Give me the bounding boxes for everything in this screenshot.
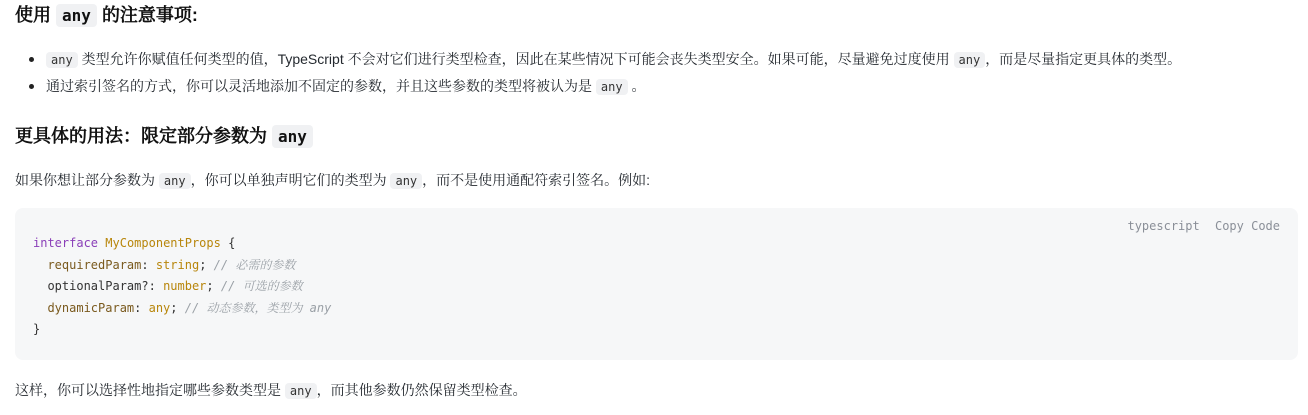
bullet-dot	[29, 57, 34, 62]
inline-code: any	[285, 383, 317, 399]
code-punct: }	[33, 322, 41, 336]
copy-code-button[interactable]: Copy Code	[1214, 219, 1280, 233]
paragraph	[15, 379, 527, 402]
code-property: requiredParam	[47, 257, 142, 272]
code-language-label: typescript	[1127, 219, 1200, 233]
paragraph-text: 如果你想让部分参数为	[15, 172, 155, 188]
code-comment: // 可选的参数	[220, 279, 303, 293]
code-punct: ;	[206, 279, 214, 293]
code-type-name: MyComponentProps	[105, 236, 221, 250]
list-item-text: ，而是尽量指定更具体的类型。	[985, 51, 1182, 67]
code-type: string	[155, 257, 200, 272]
code-block	[15, 208, 1298, 360]
code-content	[33, 233, 331, 341]
code-punct: {	[228, 236, 236, 250]
code-comment: // 必需的参数	[213, 257, 296, 272]
paragraph-text: ，而不是使用通配符索引签名。例如:	[422, 172, 651, 188]
code-punct: :	[134, 300, 149, 315]
code-punct: ;	[199, 257, 207, 272]
list-item	[46, 48, 1181, 71]
heading-code: any	[272, 125, 313, 148]
list-item-text: 通过索引签名的方式，你可以灵活地添加不固定的参数，并且这些参数的类型将被认为是	[46, 78, 592, 94]
heading-text: 的注意事项:	[101, 5, 198, 25]
code-comment: // 动态参数，类型为 any	[184, 300, 332, 315]
inline-code: any	[954, 52, 986, 68]
paragraph-text: ，而其他参数仍然保留类型检查。	[316, 382, 527, 398]
paragraph-text: ，你可以单独声明它们的类型为	[190, 172, 387, 188]
list-item	[46, 75, 645, 98]
list-item-text: 类型允许你赋值任何类型的值，TypeScript 不会对它们进行类型检查，因此在某些情况下可能会丧失类型安全。如果可能，尽量避免过度使用	[81, 51, 950, 67]
code-keyword: interface	[33, 236, 99, 250]
code-property: dynamicParam	[47, 300, 135, 315]
heading-text: 使用	[15, 5, 51, 25]
heading-text: 更具体的用法：限定部分参数为	[15, 126, 267, 146]
code-type: any	[148, 300, 171, 315]
code-punct: ;	[170, 300, 178, 315]
code-type: number	[163, 279, 207, 293]
code-punct: :	[148, 279, 164, 293]
section-heading-specific-usage	[15, 125, 313, 148]
inline-code: any	[596, 79, 628, 95]
inline-code: any	[390, 173, 422, 189]
code-block-toolbar	[1119, 215, 1280, 237]
paragraph	[15, 169, 650, 192]
list-item-text: 。	[631, 78, 646, 94]
code-property: optionalParam?	[47, 279, 149, 293]
bullet-dot	[29, 84, 34, 89]
heading-code: any	[56, 4, 97, 27]
section-heading-any-notes	[15, 4, 198, 27]
paragraph-text: 这样，你可以选择性地指定哪些参数类型是	[15, 382, 281, 398]
code-punct: :	[141, 257, 156, 272]
inline-code: any	[46, 52, 78, 68]
inline-code: any	[159, 173, 191, 189]
